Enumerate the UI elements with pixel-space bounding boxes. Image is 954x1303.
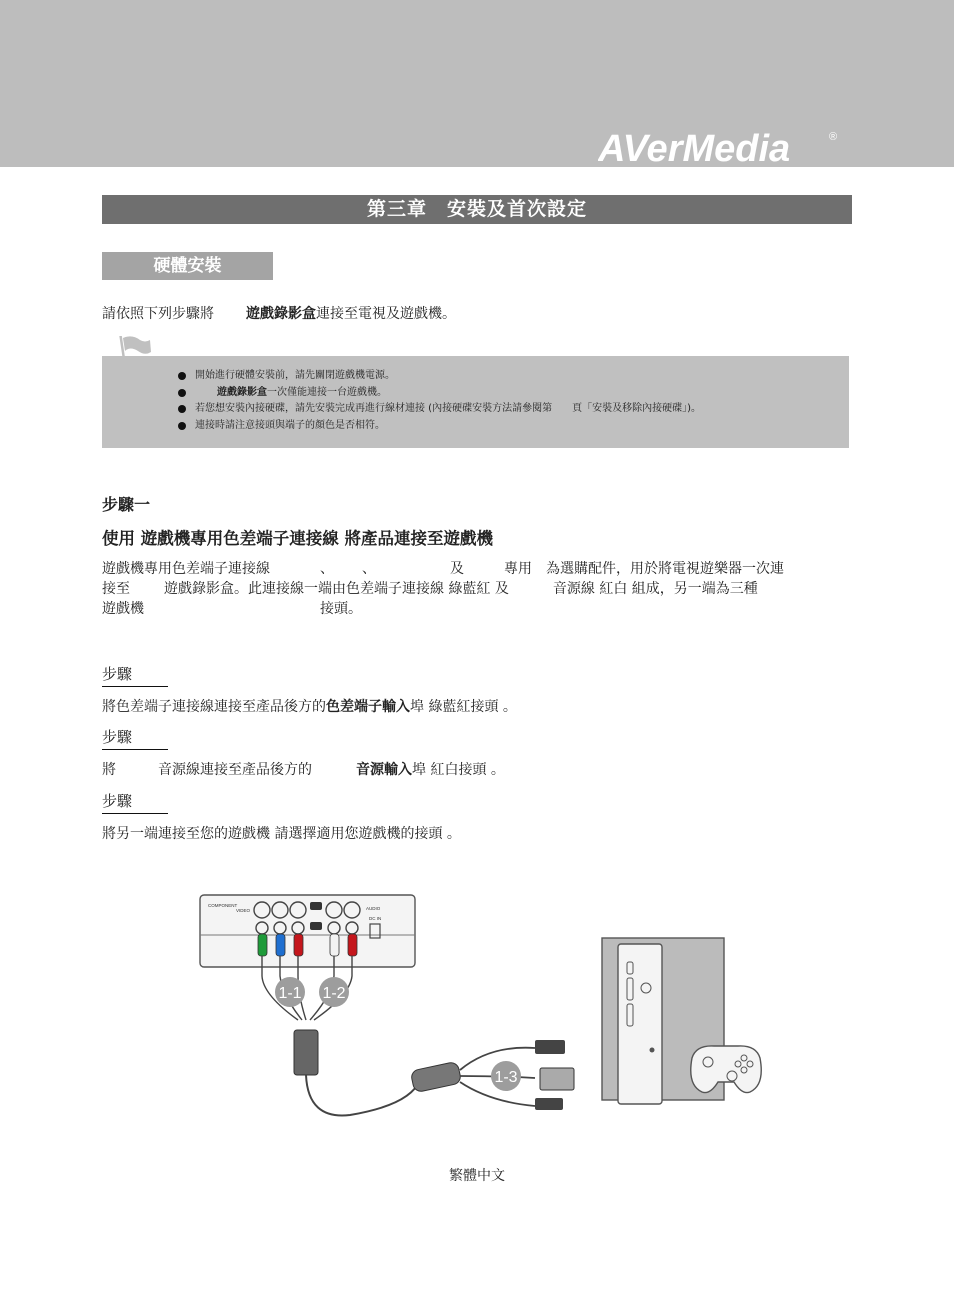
substep-label: 步驟 <box>102 790 168 814</box>
substep-text: 將 音源線連接至產品後方的 音源輸入埠 紅白接頭 。 <box>102 762 505 778</box>
note-item: 若您想安裝內接硬碟，請先安裝完成再進行線材連接 (內接硬碟安裝方法請參閱第 頁「安裝及移除內接硬碟」)。 <box>178 401 701 418</box>
capture-box-illustration <box>200 895 415 967</box>
note-item: 遊戲錄影盒一次僅能連接一台遊戲機。 <box>178 385 701 402</box>
callout-1-1 <box>275 977 305 1007</box>
port-label-audio: AUDIO <box>366 906 381 911</box>
step-one-title: 步驟一 <box>102 495 151 514</box>
registered-mark: ® <box>829 131 838 143</box>
callout-label: 1-2 <box>322 985 346 1002</box>
note-item: 連接時請注意接頭與端子的顏色是否相符。 <box>178 418 701 435</box>
callout-1-2 <box>319 977 349 1007</box>
substep-text: 將色差端子連接線連接至產品後方的色差端子輸入埠 綠藍紅接頭 。 <box>102 699 517 715</box>
connection-diagram <box>190 880 770 1120</box>
substep-label: 步驟 <box>102 663 168 687</box>
footer-language: 繁體中文 <box>449 1168 505 1184</box>
port-label-dcin: DC IN <box>369 916 382 921</box>
callout-1-3 <box>491 1061 521 1091</box>
callout-label: 1-3 <box>494 1069 518 1086</box>
substep-text: 將另一端連接至您的遊戲機 請選擇適用您遊戲機的接頭 。 <box>102 826 461 842</box>
cable-bundle <box>294 1030 574 1116</box>
step-one-description: 遊戲機專用色差端子連接線 、 、 及 專用 為選購配件，用於將電視遊樂器一次連 接至 遊戲錄影盒。此連接線一端由色差端子連接線 綠藍紅 及 音源線 紅白 組成，另一端為三種 遊戲機 接頭。 <box>102 561 784 617</box>
brand-text: AVerMedia <box>598 128 791 168</box>
note-item: 開始進行硬體安裝前，請先關閉遊戲機電源。 <box>178 368 701 385</box>
note-flag-icon <box>110 336 156 376</box>
port-label-component: COMPONENT <box>208 903 238 908</box>
intro-text: 請依照下列步驟將 遊戲錄影盒連接至電視及遊戲機。 <box>102 306 456 322</box>
note-list <box>178 368 701 434</box>
controller-illustration <box>691 1046 762 1093</box>
avermedia-logo <box>598 118 843 168</box>
port-label-video: VIDEO <box>236 908 251 913</box>
section-title: 硬體安裝 <box>102 252 273 280</box>
step-one-heading: 使用 遊戲機專用色差端子連接線 將產品連接至遊戲機 <box>102 529 493 548</box>
substep-label: 步驟 <box>102 726 168 750</box>
callout-label: 1-1 <box>278 985 302 1002</box>
chapter-title: 第三章 安裝及首次設定 <box>102 195 852 224</box>
